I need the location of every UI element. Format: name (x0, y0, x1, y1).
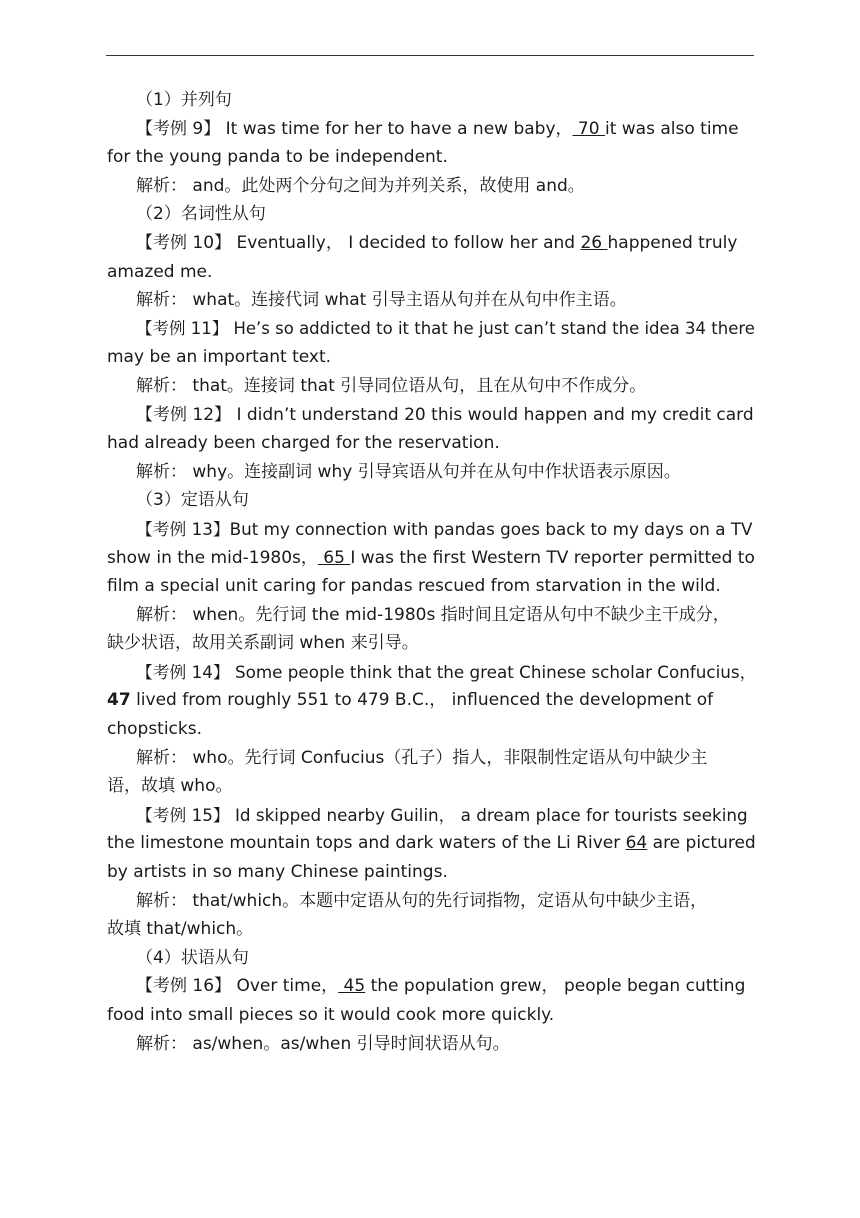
example-9 (107, 115, 755, 144)
header-rule (106, 55, 754, 56)
example-text: it was also time (604, 118, 739, 139)
answer-blank: 26 (580, 232, 608, 253)
example-text: It was time for her to have a new baby， (220, 118, 573, 139)
analysis-14: 解析： who。先行词 Confucius（孔子）指人，非限制性定语从句中缺少主 (136, 747, 708, 768)
example-label: 【考例 15】 (136, 804, 230, 825)
example-11-continued: may be an important text. (107, 347, 332, 368)
example-14 (107, 658, 755, 687)
analysis-13: 解析： when。先行词 the mid-1980s 指时间且定语从句中不缺少主干成分， (136, 604, 730, 625)
example-15-continued-2: by artists in so many Chinese paintings. (107, 862, 448, 883)
example-label: 【考例 10】 (136, 232, 232, 253)
example-label: 【考例 14】 (136, 661, 230, 682)
example-13 (107, 515, 755, 544)
answer-blank: 70 (572, 118, 605, 139)
analysis-16: 解析： as/when。as/when 引导时间状语从句。 (136, 1033, 510, 1054)
example-text: But my connection with pandas goes back to my days on a TV (229, 518, 753, 539)
example-13-continued-2: film a special unit caring for pandas rescued from starvation in the wild. (107, 576, 721, 597)
example-14-continued-2: chopsticks. (107, 719, 203, 740)
example-16 (107, 972, 755, 1001)
analysis-9: 解析： and。此处两个分句之间为并列关系，故使用 and。 (136, 175, 585, 196)
example-10 (107, 229, 755, 258)
document-body (107, 86, 755, 1058)
answer-number: 47 (107, 690, 131, 711)
analysis-10: 解析： what。连接代词 what 引导主语从句并在从句中作主语。 (136, 290, 627, 311)
example-label: 【考例 9】 (136, 118, 221, 139)
example-text: Over time， (231, 976, 339, 997)
example-text: happened truly (607, 232, 738, 253)
example-10-continued: amazed me. (107, 261, 213, 282)
example-label: 【考例 11】 (136, 318, 229, 338)
example-text: Eventually， I decided to follow her and (231, 232, 581, 253)
analysis-14-continued: 语，故填 who。 (107, 776, 233, 797)
example-9-continued: for the young panda to be independent. (107, 147, 448, 168)
answer-blank: 64 (625, 833, 648, 854)
answer-blank: 65 (317, 547, 351, 568)
example-11 (107, 315, 755, 344)
example-14-continued (107, 686, 755, 715)
example-text: lived from roughly 551 to 479 B.C.， influenced the development of (130, 690, 714, 711)
example-text: He’s so addicted to it that he just can’t stand the idea 34 there (228, 318, 755, 338)
analysis-15: 解析： that/which。本题中定语从句的先行词指物，定语从句中缺少主语， (136, 890, 708, 911)
example-text: the limestone mountain tops and dark waters of the Li River (107, 833, 626, 854)
example-15 (107, 801, 755, 830)
example-label: 【考例 16】 (136, 976, 232, 997)
analysis-11: 解析： that。连接词 that 引导同位语从句，且在从句中不作成分。 (136, 375, 647, 396)
example-label: 【考例 13】 (136, 518, 230, 539)
example-text: Id skipped nearby Guilin， a dream place for tourists seeking (229, 804, 748, 825)
example-12 (107, 401, 755, 430)
analysis-12: 解析： why。连接副词 why 引导宾语从句并在从句中作状语表示原因。 (136, 461, 681, 482)
section-heading-coordinate: （1）并列句 (136, 90, 232, 110)
section-heading-adverbial-clause: （4）状语从句 (136, 947, 249, 968)
example-text: Some people think that the great Chinese scholar Confucius， (229, 661, 757, 682)
section-heading-noun-clause: （2）名词性从句 (136, 204, 266, 225)
section-heading-attributive-clause: （3）定语从句 (136, 490, 249, 511)
example-text: I didn’t understand 20 this would happen and my credit card (231, 404, 754, 425)
example-label: 【考例 12】 (136, 404, 232, 425)
example-15-continued (107, 829, 755, 858)
example-13-continued (107, 544, 755, 573)
example-text: show in the mid-1980s， (107, 547, 318, 568)
analysis-13-continued: 缺少状语，故用关系副词 when 来引导。 (107, 633, 419, 654)
example-12-continued: had already been charged for the reservation. (107, 433, 500, 454)
example-text: I was the first Western TV reporter permitted to (350, 547, 755, 568)
analysis-15-continued: 故填 that/which。 (107, 919, 254, 940)
example-text: the population grew， people began cutting (365, 976, 746, 997)
example-16-continued: food into small pieces so it would cook more quickly. (107, 1005, 555, 1025)
answer-blank: 45 (338, 976, 366, 997)
example-text: are pictured (647, 833, 756, 854)
